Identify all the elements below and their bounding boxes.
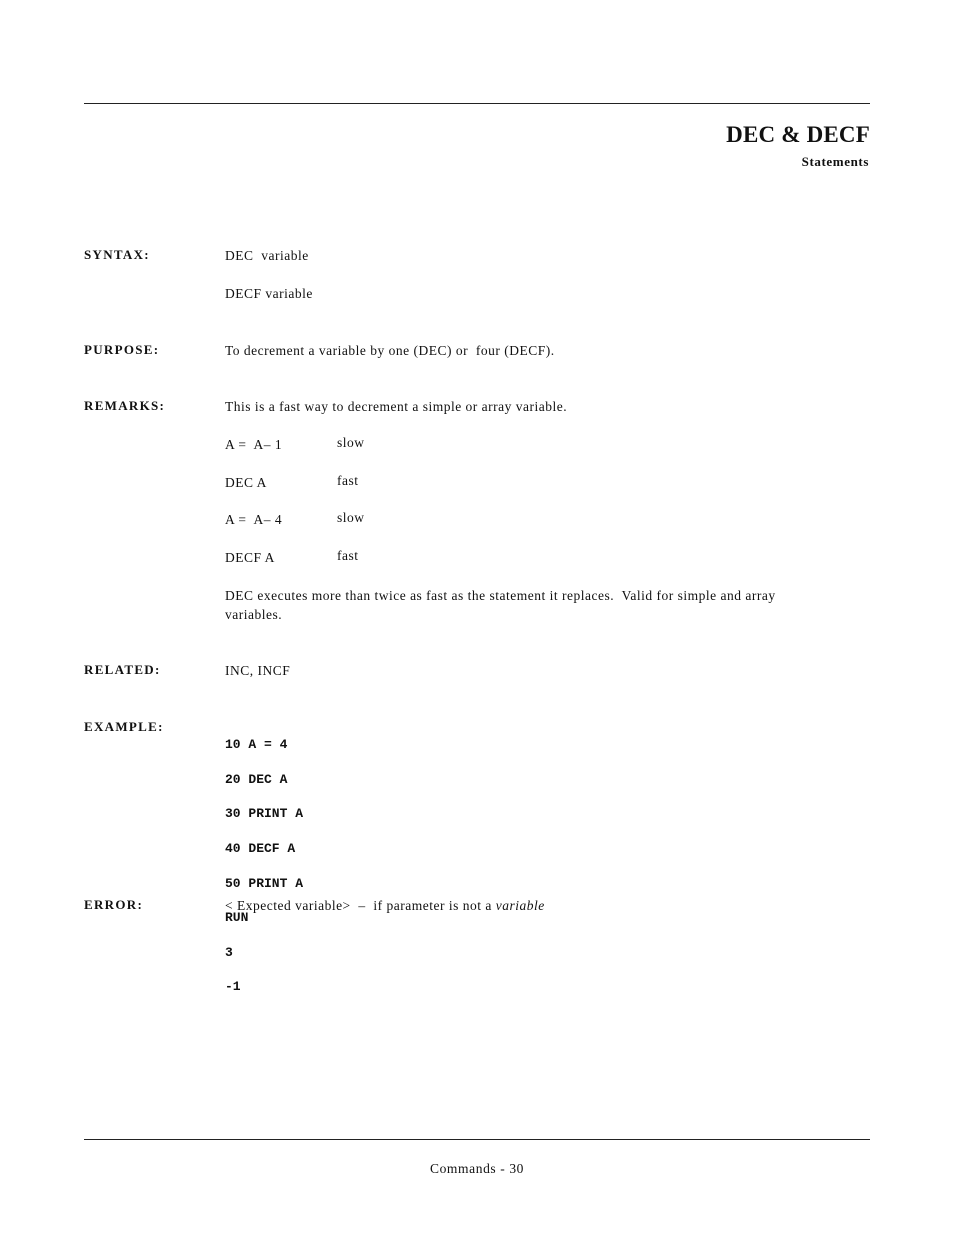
example-code (225, 719, 303, 1013)
code-line: 10 A = 4 (225, 737, 288, 753)
page-title: DEC & DECF (726, 122, 870, 147)
page-footer: Commands - 30 (429, 1161, 525, 1176)
code-line: 30 PRINT A (225, 806, 304, 822)
comparison-statement-4: DECF A (225, 550, 275, 565)
error-message: < Expected variable> – if parameter is not a (225, 898, 496, 913)
syntax-label: SYNTAX: (84, 247, 150, 262)
code-line: RUN (225, 910, 249, 926)
comparison-statement-1: A = A– 1 (225, 437, 283, 452)
comparison-statement-3: A = A– 4 (225, 512, 283, 527)
code-line: 3 (225, 944, 233, 960)
related-text: INC, INCF (225, 663, 291, 678)
code-line: 20 DEC A (225, 771, 288, 787)
bottom-rule (84, 1139, 870, 1140)
syntax-line-1: DEC variable (225, 248, 309, 263)
remarks-note-line-2: variables. (225, 607, 283, 622)
comparison-speed-2: fast (337, 473, 359, 488)
comparison-speed-3: slow (337, 510, 365, 525)
related-label: RELATED: (84, 662, 161, 677)
error-label: ERROR: (84, 897, 144, 912)
comparison-statement-2: DEC A (225, 475, 267, 490)
purpose-label: PURPOSE: (84, 342, 160, 357)
comparison-speed-1: slow (337, 435, 365, 450)
remarks-intro: This is a fast way to decrement a simple or array variable. (225, 399, 568, 414)
error-emphasis: variable (495, 898, 545, 913)
code-line: -1 (225, 979, 241, 995)
remarks-note-line-1: DEC executes more than twice as fast as the statement it replaces. Valid for simple and array (225, 588, 776, 603)
example-label: EXAMPLE: (84, 719, 164, 734)
error-text (225, 896, 545, 915)
page-subtitle: Statements (801, 154, 869, 169)
remarks-label: REMARKS: (84, 398, 166, 413)
code-line: 40 DECF A (225, 841, 296, 857)
syntax-line-2: DECF variable (225, 286, 313, 301)
purpose-text: To decrement a variable by one (DEC) or four (DECF). (225, 343, 555, 358)
code-line: 50 PRINT A (225, 875, 304, 891)
comparison-speed-4: fast (337, 548, 359, 563)
top-rule (84, 103, 870, 104)
